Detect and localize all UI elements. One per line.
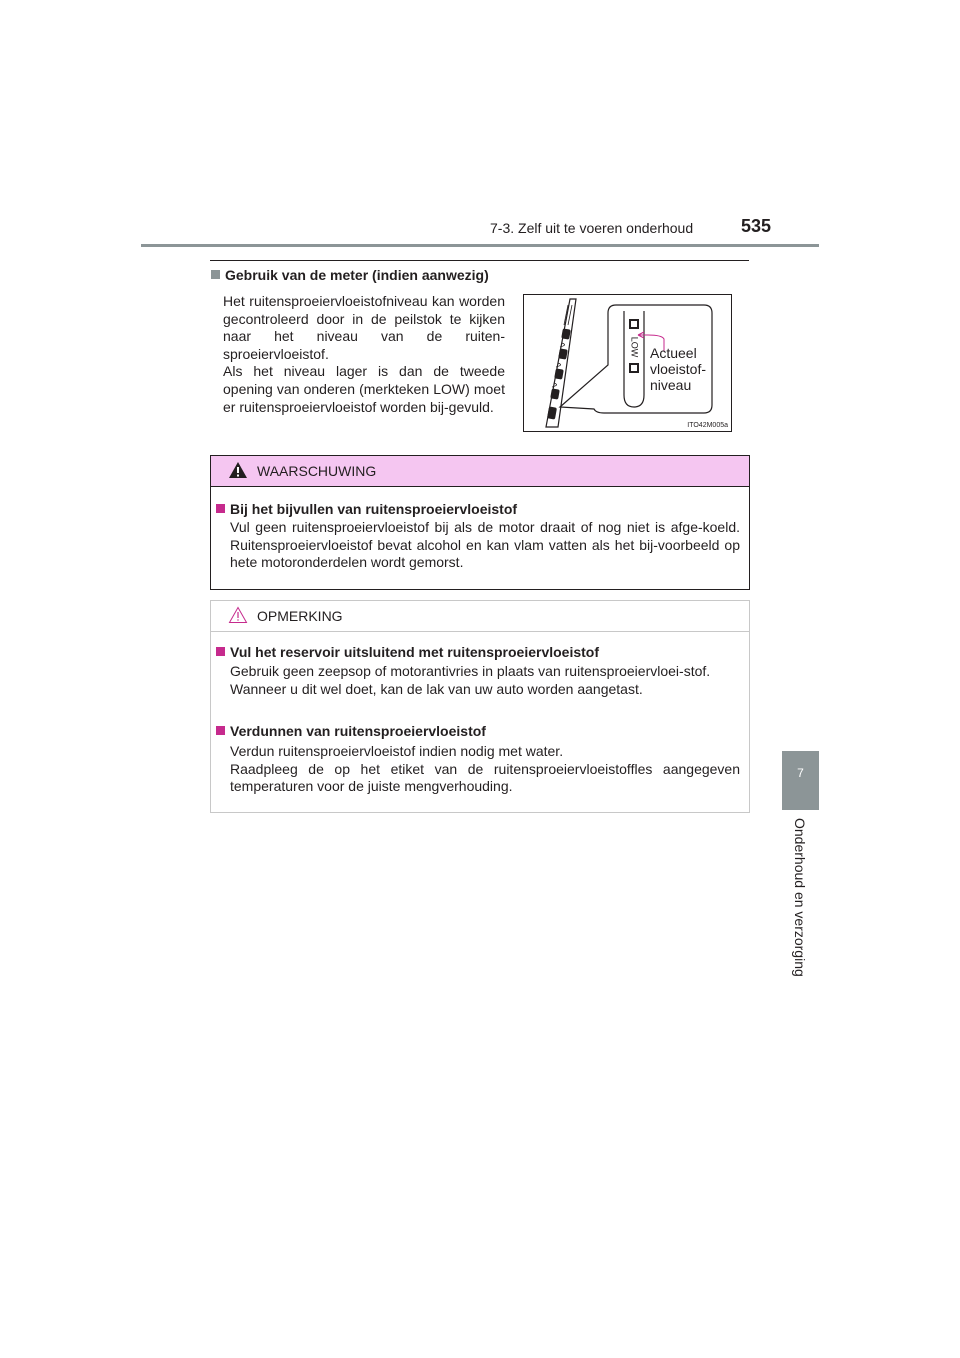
square-bullet-icon (216, 647, 225, 656)
chapter-number: 7 (797, 766, 804, 780)
section-body (223, 293, 505, 416)
callout-line-1: Actueel (650, 345, 697, 361)
body-paragraph-2: Als het niveau lager is dan de tweede opening van onderen (merkteken LOW) moet er ruitensproeiervloeistof worden bij-gevuld. (223, 363, 505, 415)
notice-item2-heading (216, 723, 486, 739)
notice-item2-line-2: Raadpleeg de op het etiket van de ruitensproeiervloeistoffles aangegeven temperaturen voor de juiste mengverhouding. (230, 760, 740, 795)
square-bullet-icon (216, 726, 225, 735)
header-divider (141, 244, 819, 247)
page-number: 535 (741, 216, 772, 236)
chapter-title: Onderhoud en verzorging (792, 818, 808, 977)
body-paragraph-1: Het ruitensproeiervloeistofniveau kan worden gecontroleerd door in de peilstok te kijken naar het niveau van de ruiten-sproeiervloeistof. (223, 293, 505, 362)
notice-box (210, 600, 750, 813)
warning-item-heading (216, 501, 517, 517)
notice-item1-line-1: Gebruik geen zeepsop of motorantivries in plaats van ruitensproeiervloei-stof. (230, 663, 711, 679)
section-heading-text: Gebruik van de meter (indien aanwezig) (225, 267, 489, 283)
notice-item2-heading-text: Verdunnen van ruitensproeiervloeistof (230, 723, 486, 739)
notice-item1-text (230, 663, 740, 698)
notice-header (211, 601, 749, 632)
warning-box (210, 455, 750, 590)
warning-item-heading-text: Bij het bijvullen van ruitensproeiervloeistof (230, 501, 518, 517)
warning-item-text (230, 519, 740, 572)
low-mark: LOW (629, 336, 640, 358)
fluid-level-callout (650, 345, 706, 393)
callout-line-2: vloeistof- (650, 361, 707, 377)
notice-item2-text (230, 743, 740, 796)
warning-header (211, 456, 749, 487)
warning-text: Vul geen ruitensproeiervloeistof bij als de motor draait of nog niet is afge-koeld. Ruitensproeiervloeistof bevat alcohol en kan vlam vatten als het bij-voorbeeld op hete motoronderdelen wordt gemorst. (230, 519, 740, 571)
notice-item2-line-1: Verdun ruitensproeiervloeistof indien nodig met water. (230, 743, 564, 759)
section-heading (211, 266, 489, 284)
warning-triangle-icon (228, 461, 248, 479)
notice-title: OPMERKING (257, 608, 343, 624)
dipstick-figure (523, 294, 732, 432)
notice-item1-line-2: Wanneer u dit wel doet, kan de lak van uw auto worden aangetast. (230, 680, 643, 697)
section-title: 7-3. Zelf uit te voeren onderhoud (490, 220, 694, 236)
notice-item1-heading-text: Vul het reservoir uitsluitend met ruitensproeiervloeistof (230, 644, 600, 660)
warning-title: WAARSCHUWING (257, 463, 377, 479)
callout-line-3: niveau (650, 377, 692, 393)
square-bullet-icon (216, 504, 225, 513)
figure-code: ITO42M005a (687, 422, 728, 429)
square-bullet-icon (211, 270, 220, 279)
caution-triangle-icon (228, 606, 248, 624)
section-divider (210, 260, 749, 261)
notice-item1-heading (216, 644, 599, 660)
chapter-tab (782, 751, 819, 810)
